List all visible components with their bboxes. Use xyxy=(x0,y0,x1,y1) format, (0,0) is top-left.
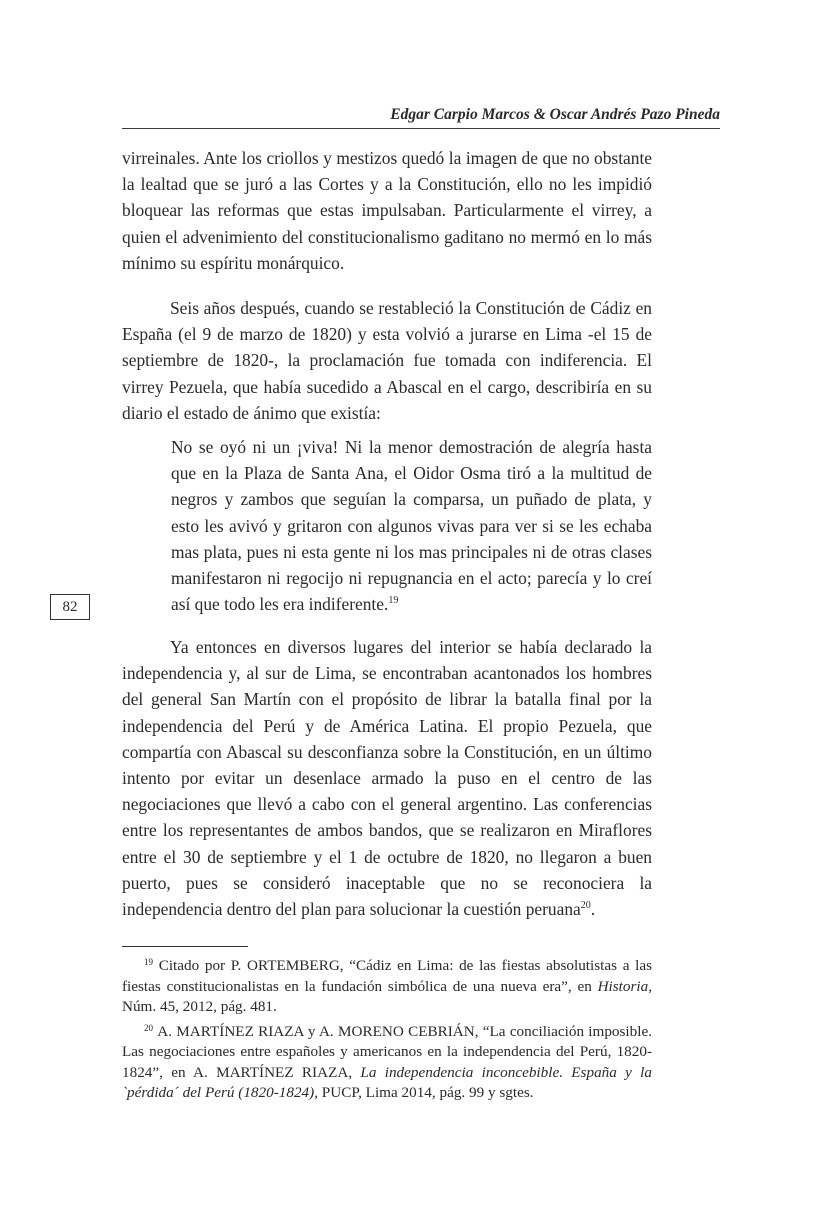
paragraph-text-content: Ya entonces en diversos lugares del interior se había declarado la independencia y, al sur de Lima, se encontraban acantonados los hombres del general San Martín con el propósito de librar la batalla final por la independencia del Perú y de América Latina. El propio Pezuela, que compartía con Abascal su desconfianza sobre la Constitución, en un último intento por evitar un desenlace armado la puso en el centro de las negociaciones que llevó a cabo con el general argentino. Las conferencias entre los representantes de ambos bandos, que se realizaron en Miraflores entre el 30 de septiembre y el 1 de octubre de 1820, no llegaron a buen puerto, pues se consideró inaceptable que no se reconociera la independencia dentro del plan para solucionar la cuestión peruana xyxy=(122,637,652,920)
footnote-20 xyxy=(122,1022,652,1104)
header-rule xyxy=(122,128,720,129)
paragraph-text xyxy=(122,634,652,922)
block-quote xyxy=(171,434,652,617)
body-paragraph-1 xyxy=(122,145,652,276)
footnote-19 xyxy=(122,956,652,1018)
footnote-text-end: , PUCP, Lima 2014, pág. 99 y sgtes. xyxy=(314,1084,534,1101)
footnote-text: A. MARTÍNEZ RIAZA y A. MORENO CEBRIÁN, “La conciliación imposible. Las negociaciones entre españoles y americanos en la independencia del Perú, 1820-1824”, en A. MARTÍNEZ RIAZA, xyxy=(122,1022,652,1081)
body-paragraph-2 xyxy=(122,295,652,426)
footnote-text-end: , Núm. 45, 2012, pág. 481. xyxy=(122,977,652,1015)
footnote-italic-title: La independencia inconcebible. España y la `pérdida´ del Perú (1820-1824) xyxy=(122,1063,652,1101)
paragraph-text: Seis años después, cuando se restableció la Constitución de Cádiz en España (el 9 de marzo de 1820) y esta volvió a jurarse en Lima -el 15 de septiembre de 1820-, la proclamación fue tomada con indiferencia. El virrey Pezuela, que había sucedido a Abascal en el cargo, describiría en su diario el estado de ánimo que existía: xyxy=(122,298,652,423)
running-head-authors: Edgar Carpio Marcos & Oscar Andrés Pazo Pineda xyxy=(390,106,720,123)
quote-text: No se oyó ni un ¡viva! Ni la menor demostración de alegría hasta que en la Plaza de Santa Ana, el Oidor Osma tiró a la multitud de negros y zambos que seguían la comparsa, un puñado de plata, y esto les avivó y gritaron con algunos vivas para ver si se les echaba mas plata, pues ni esta gente ni los mas principales ni de otras clases manifestaron ni regocijo ni repugnancia en el acto; parecía y lo creí así que todo les era indiferente. xyxy=(171,437,652,615)
footnote-italic-title: Historia xyxy=(597,977,649,995)
paragraph-text: virreinales. Ante los criollos y mestizos quedó la imagen de que no obstante la lealtad que se juró a las Cortes y a la Constitución, ello no les impidió bloquear las reformas que estas impulsaban. Particularmente el virrey, a quien el advenimiento del constitucionalismo gaditano no mermó en lo más mínimo su espíritu monárquico. xyxy=(122,148,652,273)
page-number-box: 82 xyxy=(50,594,90,620)
footnote-number: 19 xyxy=(144,957,153,967)
body-paragraph-3 xyxy=(122,634,652,922)
footnote-ref-19[interactable]: 19 xyxy=(388,595,399,607)
footnote-ref-20[interactable]: 20 xyxy=(580,900,591,912)
footnote-number: 20 xyxy=(144,1022,153,1033)
paragraph-end: . xyxy=(590,899,596,920)
footnotes xyxy=(122,956,652,1108)
footnote-separator xyxy=(122,946,248,947)
footnote-text: Citado por P. ORTEMBERG, “Cádiz en Lima: de las fiestas absolutistas a las fiestas constitucionalistas en la fundación simbólica de una nueva era”, en xyxy=(122,957,653,995)
